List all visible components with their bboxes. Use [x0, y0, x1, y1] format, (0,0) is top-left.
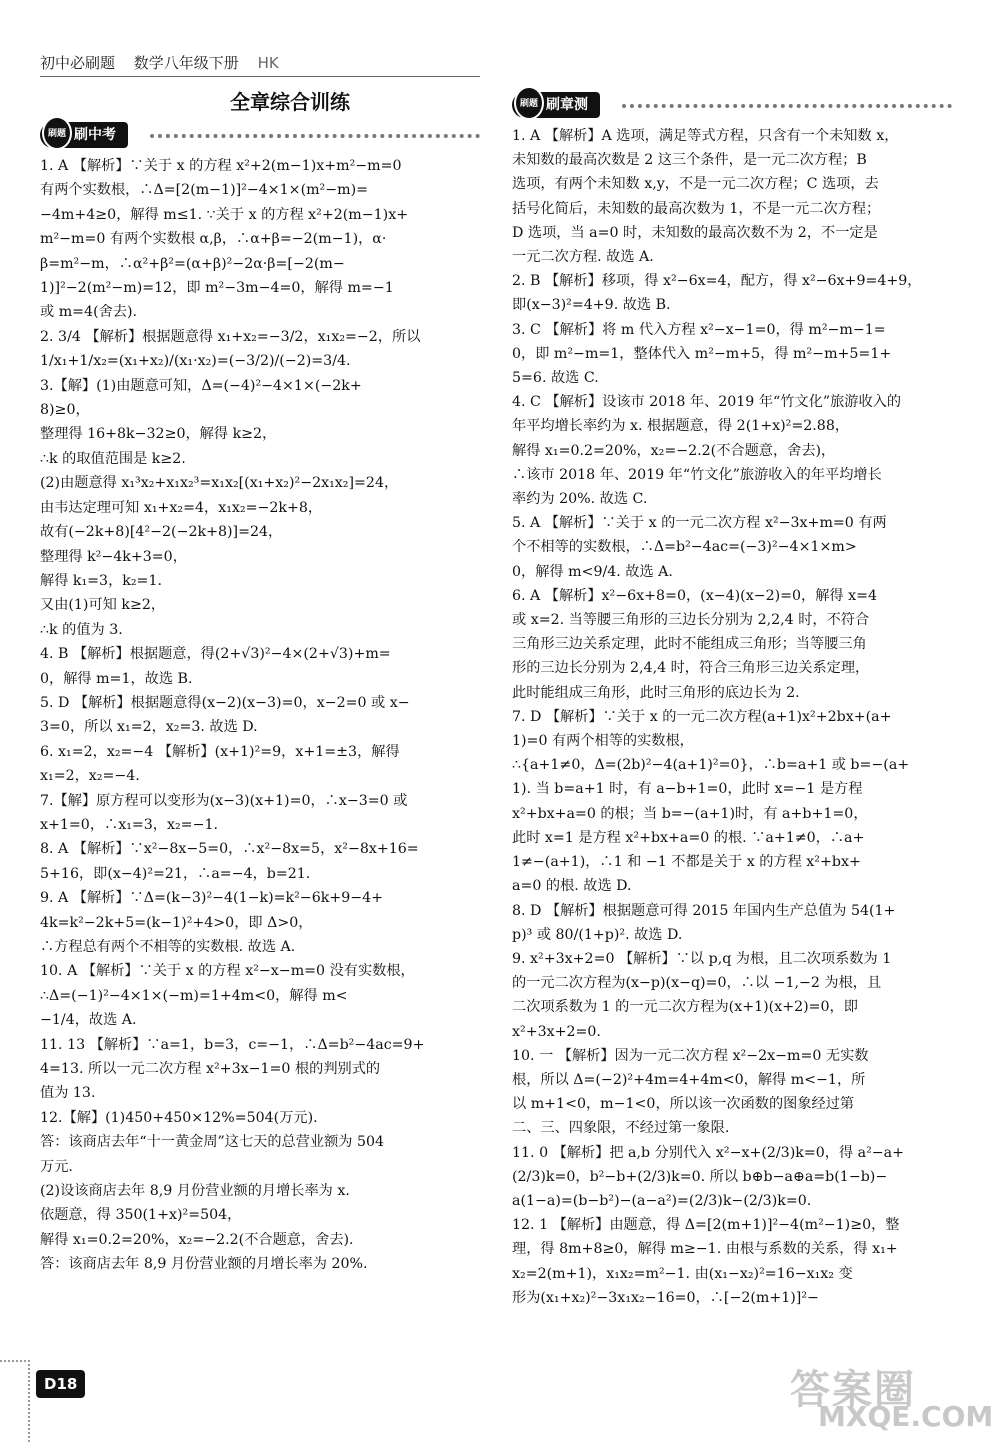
solution-line: 根，所以 Δ=(−2)²+4m=4+4m<0，解得 m<−1，所	[512, 1071, 866, 1088]
solution-line: 二次项系数为 1 的一元二次方程为(x+1)(x+2)=0，即	[512, 999, 858, 1016]
solution-line: 一元二次方程. 故选 A.	[512, 249, 654, 266]
solution-line: 7.【解】原方程可以变形为(x−3)(x+1)=0，∴x−3=0 或	[40, 792, 408, 809]
right-column-solutions	[512, 124, 964, 1310]
solution-line: 1. A 【解析】∵关于 x 的方程 x²+2(m−1)x+m²−m=0	[40, 158, 402, 174]
brush-badge-icon: 刷题	[42, 116, 72, 150]
section-tag-label: 刷章测	[546, 97, 588, 113]
watermark-url: MXQE.COM	[818, 1400, 994, 1433]
solution-line: 2. 3/4 【解析】根据题意得 x₁+x₂=−3/2，x₁x₂=−2，所以	[40, 328, 421, 345]
solution-line: 年平均增长率约为 x. 根据题意，得 2(1+x)²=2.88，	[512, 418, 850, 435]
solution-line: D 选项，当 a=0 时，未知数的最高次数不为 2，不一定是	[512, 224, 878, 241]
solution-line: 4. B 【解析】根据题意，得(2+√3)²−4×(2+√3)+m=	[40, 646, 391, 663]
solution-line: 9. x²+3x+2=0 【解析】∵以 p,q 为根，且二次项系数为 1	[512, 950, 892, 967]
solution-line: 12.【解】(1)450+450×12%=504(万元).	[40, 1109, 318, 1126]
solution-line: 11. 0 【解析】把 a,b 分别代入 x²−x+(2/3)k=0，得 a²−a+	[512, 1144, 905, 1161]
solution-line: 此时 x=1 是方程 x²+bx+a=0 的根. ∵a+1≠0，∴a+	[512, 829, 865, 846]
solution-line: ∴方程总有两个不相等的实数根. 故选 A.	[40, 939, 296, 955]
solution-line: 3=0，所以 x₁=2，x₂=3. 故选 D.	[40, 719, 258, 736]
header-rule	[40, 76, 480, 77]
header-subject: 数学八年级下册	[133, 54, 239, 72]
solution-line: x+1=0，∴x₁=3，x₂=−1.	[40, 816, 218, 833]
solution-line: 率约为 20%. 故选 C.	[512, 491, 648, 508]
solution-line: 11. 13 【解析】∵a=1，b=3，c=−1，∴Δ=b²−4ac=9+	[40, 1036, 425, 1053]
left-column-solutions	[40, 154, 490, 1277]
solution-line: 1). 当 b=a+1 时，有 a−b+1=0，此时 x=−1 是方程	[512, 781, 863, 798]
section-tag-label: 刷中考	[74, 127, 116, 143]
solution-line: (2)由题意得 x₁³x₂+x₁x₂³=x₁x₂[(x₁+x₂)²−2x₁x₂]=24，	[40, 475, 399, 492]
solution-line: a(1−a)=(b−b²)−(a−a²)=(2/3)k−(2/3)k=0.	[512, 1192, 812, 1209]
solution-line: 4. C 【解析】设该市 2018 年、2019 年“竹文化”旅游收入的	[512, 394, 902, 411]
solution-line: (2/3)k=0，b²−b+(2/3)k=0. 所以 b⊕b−a⊕a=b(1−b)−	[512, 1168, 888, 1185]
header-edition: HK	[257, 54, 279, 72]
solution-line: 依题意，得 350(1+x)²=504，	[40, 1207, 242, 1224]
solution-line: ∴该市 2018 年、2019 年“竹文化”旅游收入的年平均增长	[512, 466, 882, 483]
section-dotted-rule	[150, 134, 480, 138]
solution-line: 理，得 8m+8≥0，解得 m≥−1. 由根与系数的关系，得 x₁+	[512, 1241, 898, 1258]
solution-line: 由韦达定理可知 x₁+x₂=4，x₁x₂=−2k+8，	[40, 499, 323, 516]
page-corner-decoration	[0, 1360, 30, 1442]
section-tag-zhongkao	[40, 122, 128, 148]
solution-line: 个不相等的实数根，∴Δ=b²−4ac=(−3)²−4×1×m>	[512, 539, 857, 556]
solution-line: 或 x=2. 当等腰三角形的三边长分别为 2,2,4 时，不符合	[512, 612, 870, 629]
solution-line: ∴{a+1≠0，Δ=(2b)²−4(a+1)²=0}，∴b=a+1 或 b=−(a+	[512, 757, 910, 774]
solution-line: 三角形三边关系定理，此时不能组成三角形；当等腰三角	[512, 636, 867, 653]
solution-line: 解得 k₁=3，k₂=1.	[40, 572, 162, 589]
solution-line: 4k=k²−2k+5=(k−1)²+4>0，即 Δ>0，	[40, 914, 313, 931]
solution-line: ∴k 的值为 3.	[40, 621, 123, 638]
solution-line: β=m²−m，∴α²+β²=(α+β)²−2α·β=[−2(m−	[40, 255, 345, 272]
solution-line: 5=6. 故选 C.	[512, 370, 599, 387]
solution-line: 形的三边长分别为 2,4,4 时，符合三角形三边关系定理，	[512, 660, 870, 677]
solution-line: 或 m=4(舍去).	[40, 304, 138, 321]
solution-line: 4=13. 所以一元二次方程 x²+3x−1=0 根的判别式的	[40, 1061, 381, 1078]
solution-line: 5. D 【解析】根据题意得(x−2)(x−3)=0，x−2=0 或 x−	[40, 694, 410, 711]
solution-line: p)³ 或 80/(1+p)². 故选 D.	[512, 926, 683, 943]
solution-line: 8. D 【解析】根据题意可得 2015 年国内生产总值为 54(1+	[512, 902, 896, 919]
solution-line: 答：该商店去年 8,9 月份营业额的月增长率为 20%.	[40, 1256, 368, 1273]
solution-line: 二、三、四象限，不经过第一象限.	[512, 1120, 730, 1137]
page-number: D18	[36, 1370, 85, 1398]
solution-line: 10. 一 【解析】因为一元二次方程 x²−2x−m=0 无实数	[512, 1047, 869, 1064]
solution-line: 整理得 16+8k−32≥0，解得 k≥2，	[40, 426, 277, 443]
solution-line: 整理得 k²−4k+3=0，	[40, 548, 187, 565]
solution-line: 即(x−3)²=4+9. 故选 B.	[512, 297, 671, 314]
solution-line: 9. A 【解析】∵Δ=(k−3)²−4(1−k)=k²−6k+9−4+	[40, 890, 384, 907]
solution-line: 又由(1)可知 k≥2，	[40, 597, 166, 614]
solution-line: 8)≥0，	[40, 402, 90, 419]
running-header	[40, 52, 293, 73]
solution-line: x²+3x+2=0.	[512, 1023, 601, 1040]
solution-line: 形为(x₁+x₂)²−3x₁x₂−16=0，∴[−2(m+1)]²−	[512, 1289, 819, 1306]
solution-line: 解得 x₁=0.2=20%，x₂=−2.2(不合题意，舍去)，	[512, 442, 836, 459]
solution-line: x²+bx+a=0 的根；当 b=−(a+1)时，有 a+b+1=0，	[512, 805, 868, 822]
solution-line: 未知数的最高次数是 2 这三个条件，是一元二次方程；B	[512, 152, 867, 169]
watermark-logo: 答案圈	[790, 1367, 916, 1413]
solution-line: 3.【解】(1)由题意可知，Δ=(−4)²−4×1×(−2k+	[40, 377, 362, 394]
solution-line: 解得 x₁=0.2=20%，x₂=−2.2(不合题意，舍去).	[40, 1231, 354, 1248]
solution-line: 0，解得 m<9/4. 故选 A.	[512, 563, 673, 580]
solution-line: 此时能组成三角形，此时三角形的底边长为 2.	[512, 684, 800, 701]
solution-line: 的一元二次方程为(x−p)(x−q)=0，∴以 −1,−2 为根，且	[512, 975, 882, 992]
solution-line: 万元.	[40, 1158, 73, 1175]
solution-line: 10. A 【解析】∵关于 x 的方程 x²−x−m=0 没有实数根，	[40, 963, 415, 980]
section-tag-zhangce	[512, 92, 600, 118]
brush-badge-icon: 刷题	[514, 86, 544, 120]
solution-line: 1)=0 有两个相等的实数根，	[512, 733, 694, 750]
solution-line: 0，即 m²−m=1，整体代入 m²−m+5，得 m²−m+5=1+	[512, 345, 892, 362]
solution-line: x₁=2，x₂=−4.	[40, 768, 140, 785]
header-series: 初中必刷题	[40, 54, 116, 72]
solution-line: 值为 13.	[40, 1085, 96, 1102]
solution-line: x₂=2(m+1)，x₁x₂=m²−1. 由(x₁−x₂)²=16−x₁x₂ 变	[512, 1265, 853, 1282]
solution-line: m²−m=0 有两个实数根 α,β，∴α+β=−2(m−1)，α·	[40, 231, 387, 248]
solution-line: 有两个实数根，∴Δ=[2(m−1)]²−4×1×(m²−m)=	[40, 182, 369, 199]
solution-line: 故有(−2k+8)[4²−2(−2k+8)]=24，	[40, 524, 283, 541]
solution-line: 2. B 【解析】移项，得 x²−6x=4，配方，得 x²−6x+9=4+9，	[512, 273, 922, 290]
solution-line: −4m+4≥0，解得 m≤1. ∵关于 x 的方程 x²+2(m−1)x+	[40, 206, 409, 223]
solution-line: 1)]²−2(m²−m)=12，即 m²−3m−4=0，解得 m=−1	[40, 280, 394, 297]
solution-line: 12. 1 【解析】由题意，得 Δ=[2(m+1)]²−4(m²−1)≥0，整	[512, 1217, 900, 1234]
solution-line: 1≠−(a+1)，∴1 和 −1 不都是关于 x 的方程 x²+bx+	[512, 854, 861, 871]
solution-line: 6. x₁=2，x₂=−4 【解析】(x+1)²=9，x+1=±3，解得	[40, 743, 400, 760]
solution-line: 1/x₁+1/x₂=(x₁+x₂)/(x₁·x₂)=(−3/2)/(−2)=3/4.	[40, 353, 351, 370]
solution-line: a=0 的根. 故选 D.	[512, 878, 632, 895]
solution-line: 8. A 【解析】∵x²−8x−5=0，∴x²−8x=5，x²−8x+16=	[40, 841, 419, 858]
solution-line: 7. D 【解析】∵关于 x 的一元二次方程(a+1)x²+2bx+(a+	[512, 708, 892, 725]
solution-line: 5. A 【解析】∵关于 x 的一元二次方程 x²−3x+m=0 有两	[512, 515, 887, 532]
section-dotted-rule	[622, 104, 952, 108]
solution-line: 0，解得 m=1，故选 B.	[40, 670, 193, 687]
solution-line: −1/4，故选 A.	[40, 1012, 137, 1029]
solution-line: 3. C 【解析】将 m 代入方程 x²−x−1=0，得 m²−m−1=	[512, 321, 886, 338]
solution-line: 选项，有两个未知数 x,y，不是一元二次方程；C 选项，去	[512, 176, 879, 193]
solution-line: 6. A 【解析】x²−6x+8=0，(x−4)(x−2)=0，解得 x=4	[512, 587, 878, 604]
solution-line: 括号化简后，未知数的最高次数为 1，不是一元二次方程；	[512, 200, 881, 217]
solution-line: 5+16，即(x−4)²=21，∴a=−4，b=21.	[40, 865, 311, 882]
solution-line: (2)设该商店去年 8,9 月份营业额的月增长率为 x.	[40, 1183, 350, 1200]
solution-line: 以 m+1<0，m−1<0，所以该一次函数的图象经过第	[512, 1096, 855, 1113]
page-title: 全章综合训练	[230, 90, 350, 114]
solution-line: ∴Δ=(−1)²−4×1×(−m)=1+4m<0，解得 m<	[40, 987, 348, 1004]
solution-line: 1. A 【解析】A 选项，满足等式方程，只含有一个未知数 x，	[512, 128, 899, 144]
solution-line: 答：该商店去年“十一黄金周”这七天的总营业额为 504	[40, 1134, 385, 1151]
solution-line: ∴k 的取值范围是 k≥2.	[40, 450, 186, 467]
